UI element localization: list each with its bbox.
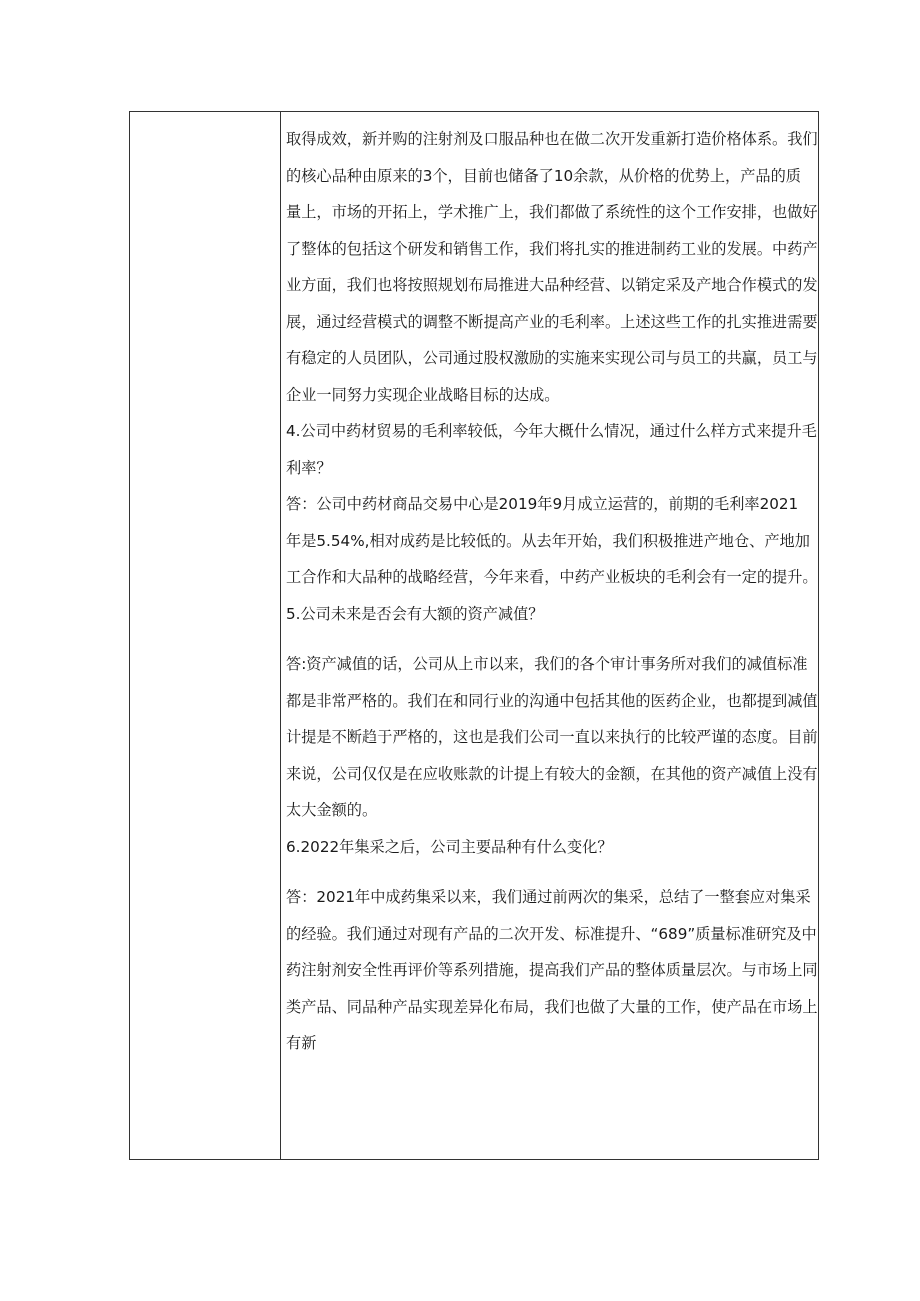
text-line: 年是5.54%,相对成药是比较低的。从去年开始，我们积极推进产地仓、产地加 <box>286 531 810 550</box>
question-4 <box>286 413 818 486</box>
text-line: 太大金额的。 <box>286 801 378 819</box>
text-line: 5.公司未来是否会有大额的资产减值？ <box>286 604 544 623</box>
text-line: 有稳定的人员团队，公司通过股权激励的实施来实现公司与员工的共赢，员工与 <box>286 349 818 367</box>
text-line: 了整体的包括这个研发和销售工作，我们将扎实的推进制药工业的发展。中药产 <box>286 239 818 258</box>
answer-4 <box>286 486 818 596</box>
text-line: 量上，市场的开拓上，学术推广上，我们都做了系统性的这个工作安排，也做好 <box>286 203 818 221</box>
text-line: 企业一同努力实现企业战略目标的达成。 <box>286 385 560 404</box>
text-line: 展，通过经营模式的调整不断提高产业的毛利率。上述这些工作的扎实推进需要 <box>286 312 818 331</box>
paragraph-spacer <box>286 865 818 879</box>
paragraph-spacer <box>286 632 818 646</box>
text-line: 类产品、同品种产品实现差异化布局，我们也做了大量的工作，使产品在市场上 <box>286 997 818 1016</box>
text-line: 业方面，我们也将按照规划布局推进大品种经营、以销定采及产地合作模式的发 <box>286 276 818 294</box>
text-line: 来说，公司仅仅是在应收账款的计提上有较大的金额，在其他的资产减值上没有 <box>286 764 818 783</box>
text-line: 答：公司中药材商品交易中心是2019年9月成立运营的，前期的毛利率2021 <box>286 495 799 513</box>
table-left-cell <box>130 112 281 1159</box>
text-line: 取得成效，新并购的注射剂及口服品种也在做二次开发重新打造价格体系。我们 <box>286 130 818 148</box>
text-line: 工合作和大品种的战略经营，今年来看，中药产业板块的毛利会有一定的提升。 <box>286 568 818 586</box>
text-line: 药注射剂安全性再评价等系列措施，提高我们产品的整体质量层次。与市场上同 <box>286 961 818 979</box>
question-6 <box>286 829 818 866</box>
text-line: 答：2021年中成药集采以来，我们通过前两次的集采，总结了一整套应对集采 <box>286 888 811 906</box>
text-line: 的经验。我们通过对现有产品的二次开发、标准提升、“689”质量标准研究及中 <box>286 924 817 943</box>
text-line: 6.2022年集采之后，公司主要品种有什么变化？ <box>286 837 613 856</box>
document-table <box>129 111 819 1160</box>
text-line: 的核心品种由原来的3个，目前也储备了10余款，从价格的优势上，产品的质 <box>286 166 801 185</box>
text-line: 都是非常严格的。我们在和同行业的沟通中包括其他的医药企业，也都提到减值 <box>286 691 818 710</box>
text-line: 答:资产减值的话，公司从上市以来，我们的各个审计事务所对我们的减值标准 <box>286 655 808 673</box>
text-line: 有新 <box>286 1034 317 1052</box>
text-line: 计提是不断趋于严格的，这也是我们公司一直以来执行的比较严谨的态度。目前 <box>286 728 818 746</box>
table-content-cell <box>281 112 818 1159</box>
question-5 <box>286 596 818 633</box>
answer-6 <box>286 879 818 1062</box>
text-line: 4.公司中药材贸易的毛利率较低，今年大概什么情况，通过什么样方式来提升毛 <box>286 422 817 440</box>
answer-5 <box>286 646 818 829</box>
paragraph-continuation <box>286 121 818 413</box>
text-line: 利率？ <box>286 458 332 477</box>
